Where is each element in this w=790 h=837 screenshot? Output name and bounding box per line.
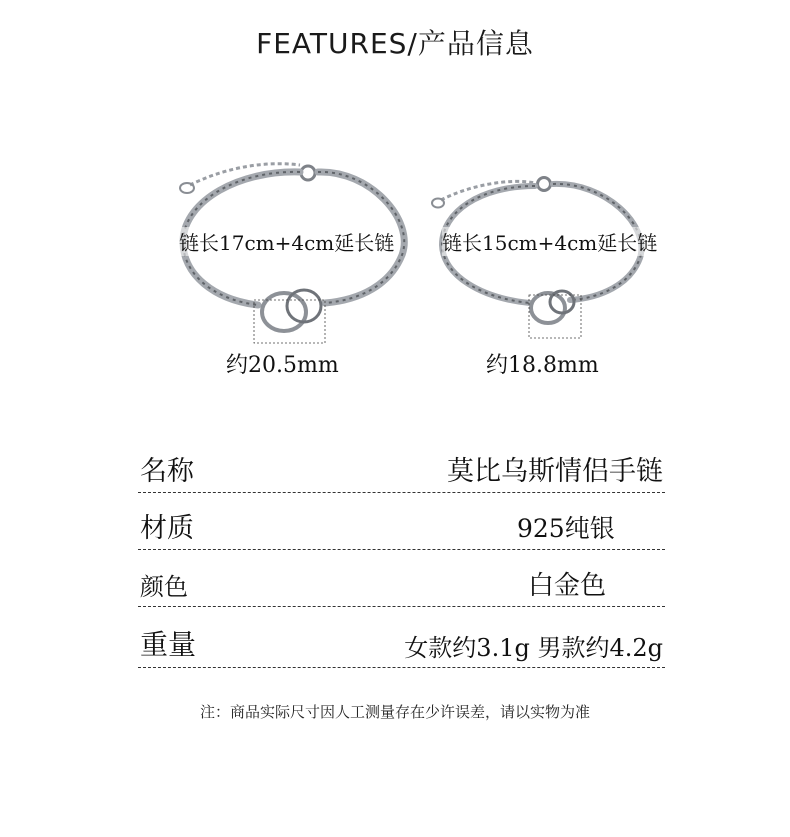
ring-size-large: 约20.5mm [226, 353, 339, 378]
spec-value-material: 925纯银 [517, 514, 615, 543]
spec-value-color: 白金色 [528, 571, 607, 601]
chain-length-large: 链长17cm+4cm延长链 [179, 227, 394, 256]
page-title: FEATURES/产品信息 [256, 27, 534, 60]
measurement-note: 注：商品实际尺寸因人工测量存在少许误差，请以实物为准 [199, 703, 590, 721]
chain-length-small: 链长15cm+4cm延长链 [442, 227, 657, 256]
spec-value-name: 莫比乌斯情侣手链 [447, 456, 663, 487]
spec-row-color [138, 560, 665, 607]
spec-row-material [138, 503, 665, 550]
spec-key-name: 名称 [140, 456, 194, 487]
spec-row-weight [138, 620, 665, 668]
spec-value-weight: 女款约3.1g 男款约4.2g [404, 634, 663, 662]
ring-size-small: 约18.8mm [486, 353, 599, 378]
spec-row-name [138, 446, 665, 493]
spec-key-material: 材质 [140, 513, 194, 544]
spec-key-color: 颜色 [140, 573, 188, 601]
bracelet-small [432, 178, 641, 339]
spec-key-weight: 重量 [140, 628, 197, 661]
